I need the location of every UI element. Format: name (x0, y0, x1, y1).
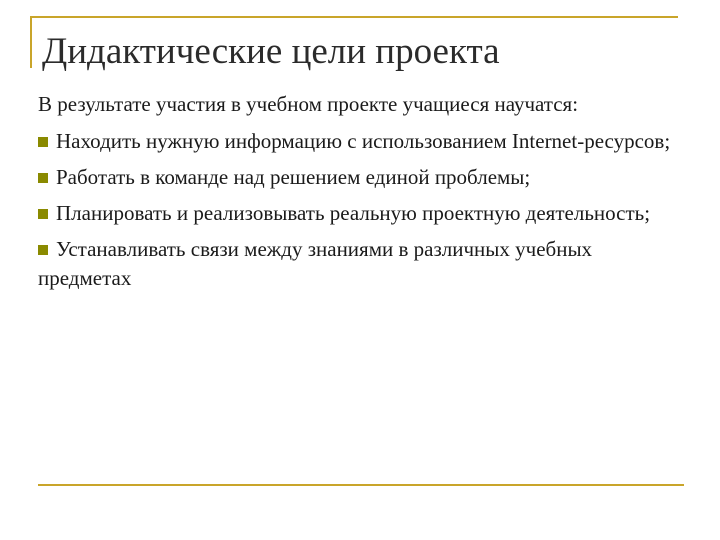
frame-top-line (30, 16, 678, 18)
square-bullet-icon (38, 137, 48, 147)
list-item (38, 235, 678, 293)
list-item (38, 199, 678, 228)
intro-text: В результате участия в учебном проекте учащиеся научатся: (38, 92, 579, 116)
frame-bottom-line (38, 484, 684, 486)
list-item (38, 163, 678, 192)
list-item-text: Работать в команде над решением единой проблемы; (56, 165, 531, 189)
square-bullet-icon (38, 173, 48, 183)
frame-left-line (30, 16, 32, 68)
list-item-text: Устанавливать связи между знаниями в различных учебных предметах (38, 237, 593, 290)
list-item-text: Находить нужную информацию с использованием Internet-ресурсов; (56, 129, 671, 153)
list-item-text: Планировать и реализовывать реальную проектную деятельность; (56, 201, 651, 225)
slide-title: Дидактические цели проекта (42, 31, 500, 72)
square-bullet-icon (38, 209, 48, 219)
square-bullet-icon (38, 245, 48, 255)
list-item (38, 127, 678, 156)
slide-content (38, 90, 678, 300)
